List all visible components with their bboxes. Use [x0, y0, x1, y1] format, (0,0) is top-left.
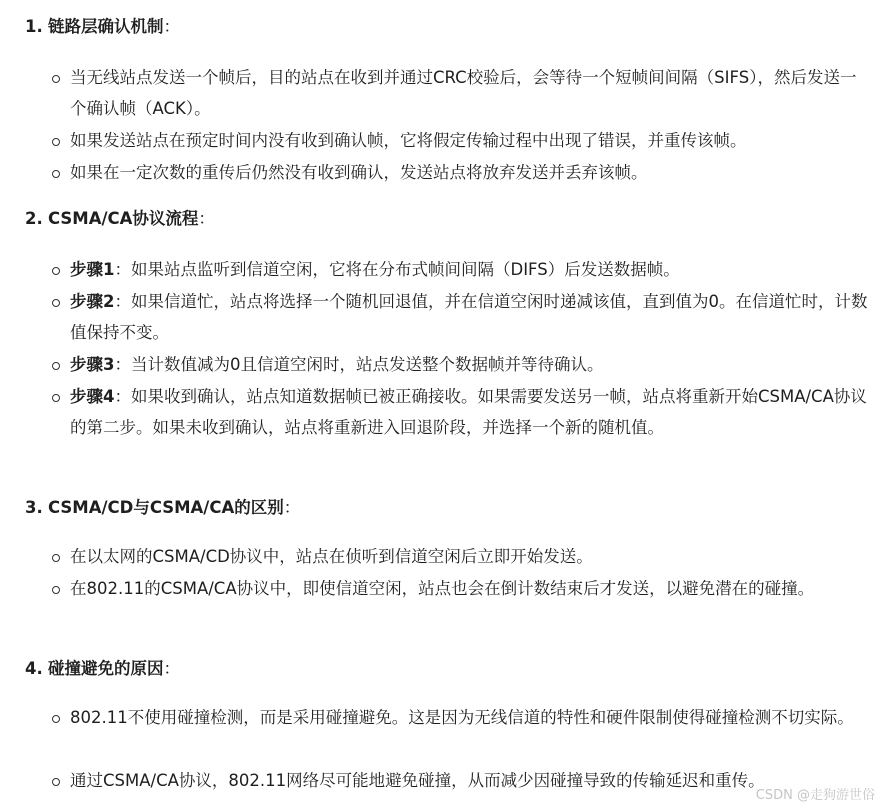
list-item-text	[70, 573, 872, 604]
section-number: 2.	[25, 209, 43, 228]
section-colon: ：	[163, 17, 180, 36]
item-body: 在以太网的CSMA/CD协议中，站点在侦听到信道空闲后立即开始发送。	[70, 547, 593, 566]
item-body: 如果在一定次数的重传后仍然没有收到确认，发送站点将放弃发送并丢弃该帧。	[70, 163, 648, 182]
list-item-text	[70, 286, 872, 348]
section-number: 3.	[25, 498, 43, 517]
section-heading	[25, 16, 180, 38]
item-label: 步骤3	[70, 355, 115, 374]
section-title: 碰撞避免的原因	[48, 659, 164, 678]
item-body: 在802.11的CSMA/CA协议中，即使信道空闲，站点也会在倒计数结束后才发送，以避免潜在的碰撞。	[70, 579, 815, 598]
bullet-circle-icon	[52, 299, 60, 307]
bullet-circle-icon	[52, 170, 60, 178]
item-body: ：如果站点监听到信道空闲，它将在分布式帧间间隔（DIFS）后发送数据帧。	[114, 260, 680, 279]
item-body: ：当计数值减为0且信道空闲时，站点发送整个数据帧并等待确认。	[114, 355, 604, 374]
item-label: 步骤1	[70, 260, 115, 279]
item-label: 步骤2	[70, 292, 115, 311]
bullet-circle-icon	[52, 394, 60, 402]
bullet-circle-icon	[52, 75, 60, 83]
list-item-text	[70, 381, 872, 443]
section-number: 4.	[25, 659, 43, 678]
item-body: 当无线站点发送一个帧后，目的站点在收到并通过CRC校验后，会等待一个短帧间间隔（SIFS），然后发送一个确认帧（ACK）。	[70, 68, 857, 118]
section-title: 链路层确认机制	[48, 17, 164, 36]
section-heading	[25, 208, 215, 230]
list-item-text	[70, 765, 872, 796]
list-item-text	[70, 62, 872, 124]
bullet-circle-icon	[52, 715, 60, 723]
bullet-circle-icon	[52, 267, 60, 275]
bullet-circle-icon	[52, 362, 60, 370]
bullet-circle-icon	[52, 138, 60, 146]
list-item-text	[70, 349, 872, 380]
section-number: 1.	[25, 17, 43, 36]
item-body: 如果发送站点在预定时间内没有收到确认帧，它将假定传输过程中出现了错误，并重传该帧。	[70, 131, 747, 150]
section-title: CSMA/CD与CSMA/CA的区别	[48, 498, 284, 517]
item-body: 802.11不使用碰撞检测，而是采用碰撞避免。这是因为无线信道的特性和硬件限制使得碰撞检测不切实际。	[70, 708, 854, 727]
item-body: ：如果信道忙，站点将选择一个随机回退值，并在信道空闲时递减该值，直到值为0。在信道忙时，计数值保持不变。	[70, 292, 868, 342]
item-body: 通过CSMA/CA协议，802.11网络尽可能地避免碰撞，从而减少因碰撞导致的传输延迟和重传。	[70, 771, 765, 790]
bullet-circle-icon	[52, 554, 60, 562]
bullet-circle-icon	[52, 778, 60, 786]
bullet-circle-icon	[52, 586, 60, 594]
item-label: 步骤4	[70, 387, 115, 406]
section-colon: ：	[163, 659, 180, 678]
list-item-text	[70, 702, 872, 733]
item-body: ：如果收到确认，站点知道数据帧已被正确接收。如果需要发送另一帧，站点将重新开始CSMA/CA协议的第二步。如果未收到确认，站点将重新进入回退阶段，并选择一个新的随机值。	[70, 387, 867, 437]
watermark: CSDN @走狗游世俗	[755, 788, 875, 803]
list-item-text	[70, 157, 872, 188]
section-colon: ：	[283, 498, 301, 517]
section-heading	[25, 497, 300, 519]
section-title: CSMA/CA协议流程	[48, 209, 199, 228]
list-item-text	[70, 254, 872, 285]
section-heading	[25, 658, 180, 680]
list-item-text	[70, 125, 872, 156]
section-colon: ：	[198, 209, 215, 228]
list-item-text	[70, 541, 872, 572]
